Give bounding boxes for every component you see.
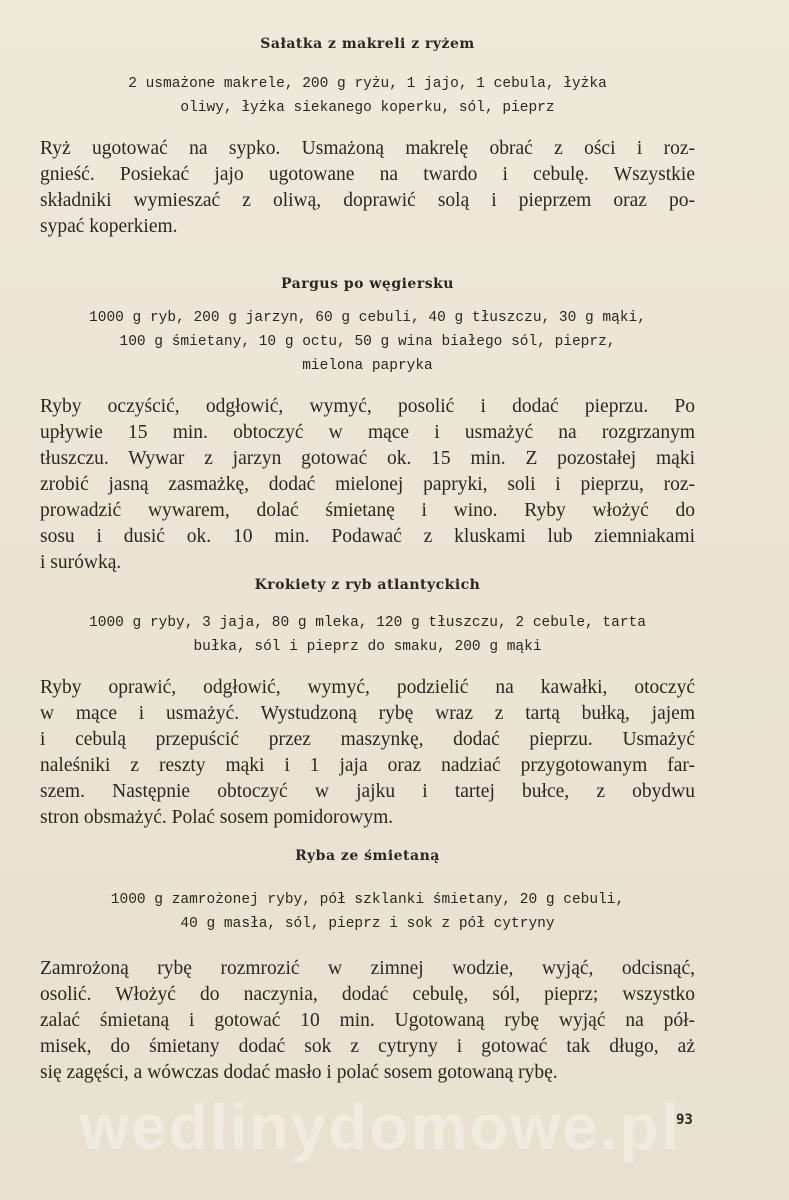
instructions-line: się zagęści, a wówczas dodać masło i polać sosem gotowaną rybę. [40,1062,558,1083]
page-number: 93 [676,1112,693,1128]
instructions-line: Ryż ugotować na sypko. Usmażoną makrelę obrać z ości i roz- [40,138,695,159]
instructions-line: sypać koperkiem. [40,216,178,237]
recipe-krokiety [40,577,695,831]
instructions-line: gnieść. Posiekać jajo ugotowane na twardo i cebulę. Wszystkie [40,164,695,185]
ingredients-line: oliwy, łyżka siekanego koperku, sól, pieprz [180,100,555,116]
recipe-instructions [40,675,695,831]
ingredients-line: 40 g masła, sól, pieprz i sok z pół cytryny [180,916,555,932]
instructions-line: osolić. Włożyć do naczynia, dodać cebulę, sól, pieprz; wszystko [40,984,695,1005]
instructions-line: stron obsmażyć. Polać sosem pomidorowym. [40,807,394,828]
instructions-line: zalać śmietaną i gotować 10 min. Ugotowaną rybę wyjąć na pół- [40,1010,695,1031]
recipe-ingredients [68,72,668,120]
instructions-line: w mące i usmażyć. Wystudzoną rybę wraz z tartą bułką, jajem [40,703,695,724]
instructions-line: misek, do śmietany dodać sok z cytryny i gotować tak długo, aż [40,1036,695,1057]
ingredients-line: 1000 g ryb, 200 g jarzyn, 60 g cebuli, 40 g tłuszczu, 30 g mąki, [89,310,646,326]
watermark: wedlinydomowe.pl [79,1091,681,1163]
recipe-title: Ryba ze śmietaną [295,848,440,864]
instructions-line: sosu i dusić ok. 10 min. Podawać z kluskami lub ziemniakami [40,526,695,547]
recipe-salatka [40,36,695,240]
instructions-line: prowadzić wywarem, dolać śmietanę i wino. Ryby włożyć do [40,500,695,521]
ingredients-line: 1000 g ryby, 3 jaja, 80 g mleka, 120 g tłuszczu, 2 cebule, tarta [89,615,646,631]
recipe-ryba-ze-smietana [40,848,695,1086]
ingredients-line: 100 g śmietany, 10 g octu, 50 g wina białego sól, pieprz, [119,334,616,350]
instructions-line: szem. Następnie obtoczyć w jajku i tartej bułce, z obydwu [40,781,695,802]
instructions-line: składniki wymieszać z oliwą, doprawić solą i pieprzem oraz po- [40,190,695,211]
recipe-instructions [40,136,695,240]
recipe-pargus [40,276,695,576]
ingredients-line: mielona papryka [302,358,433,374]
instructions-line: upływie 15 min. obtoczyć w mące i usmażyć na rozgrzanym [40,422,695,443]
recipe-ingredients [68,306,668,378]
recipe-title: Pargus po węgiersku [281,276,454,292]
recipe-title: Sałatka z makreli z ryżem [260,36,475,52]
ingredients-line: bułka, sól i pieprz do smaku, 200 g mąki [193,639,542,655]
recipe-title: Krokiety z ryb atlantyckich [254,577,481,593]
recipe-instructions [40,394,695,576]
instructions-line: i surówką. [40,552,122,573]
ingredients-line: 2 usmażone makrele, 200 g ryżu, 1 jajo, 1 cebula, łyżka [128,76,607,92]
instructions-line: naleśniki z reszty mąki i 1 jaja oraz nadziać przygotowanym far- [40,755,695,776]
recipe-instructions [40,956,695,1086]
ingredients-line: 1000 g zamrożonej ryby, pół szklanki śmietany, 20 g cebuli, [110,892,625,908]
recipe-ingredients [68,611,668,659]
instructions-line: i cebulą przepuścić przez maszynkę, dodać pieprzu. Usmażyć [40,729,695,750]
instructions-line: zrobić jasną zasmażkę, dodać mielonej papryki, soli i pieprzu, roz- [40,474,695,495]
instructions-line: Ryby oprawić, odgłowić, wymyć, podzielić na kawałki, otoczyć [40,677,695,698]
instructions-line: Ryby oczyścić, odgłowić, wymyć, posolić i dodać pieprzu. Po [40,396,695,417]
recipe-ingredients [68,888,668,936]
instructions-line: tłuszczu. Wywar z jarzyn gotować ok. 15 min. Z pozostałej mąki [40,448,695,469]
instructions-line: Zamrożoną rybę rozmrozić w zimnej wodzie, wyjąć, odcisnąć, [40,958,695,979]
